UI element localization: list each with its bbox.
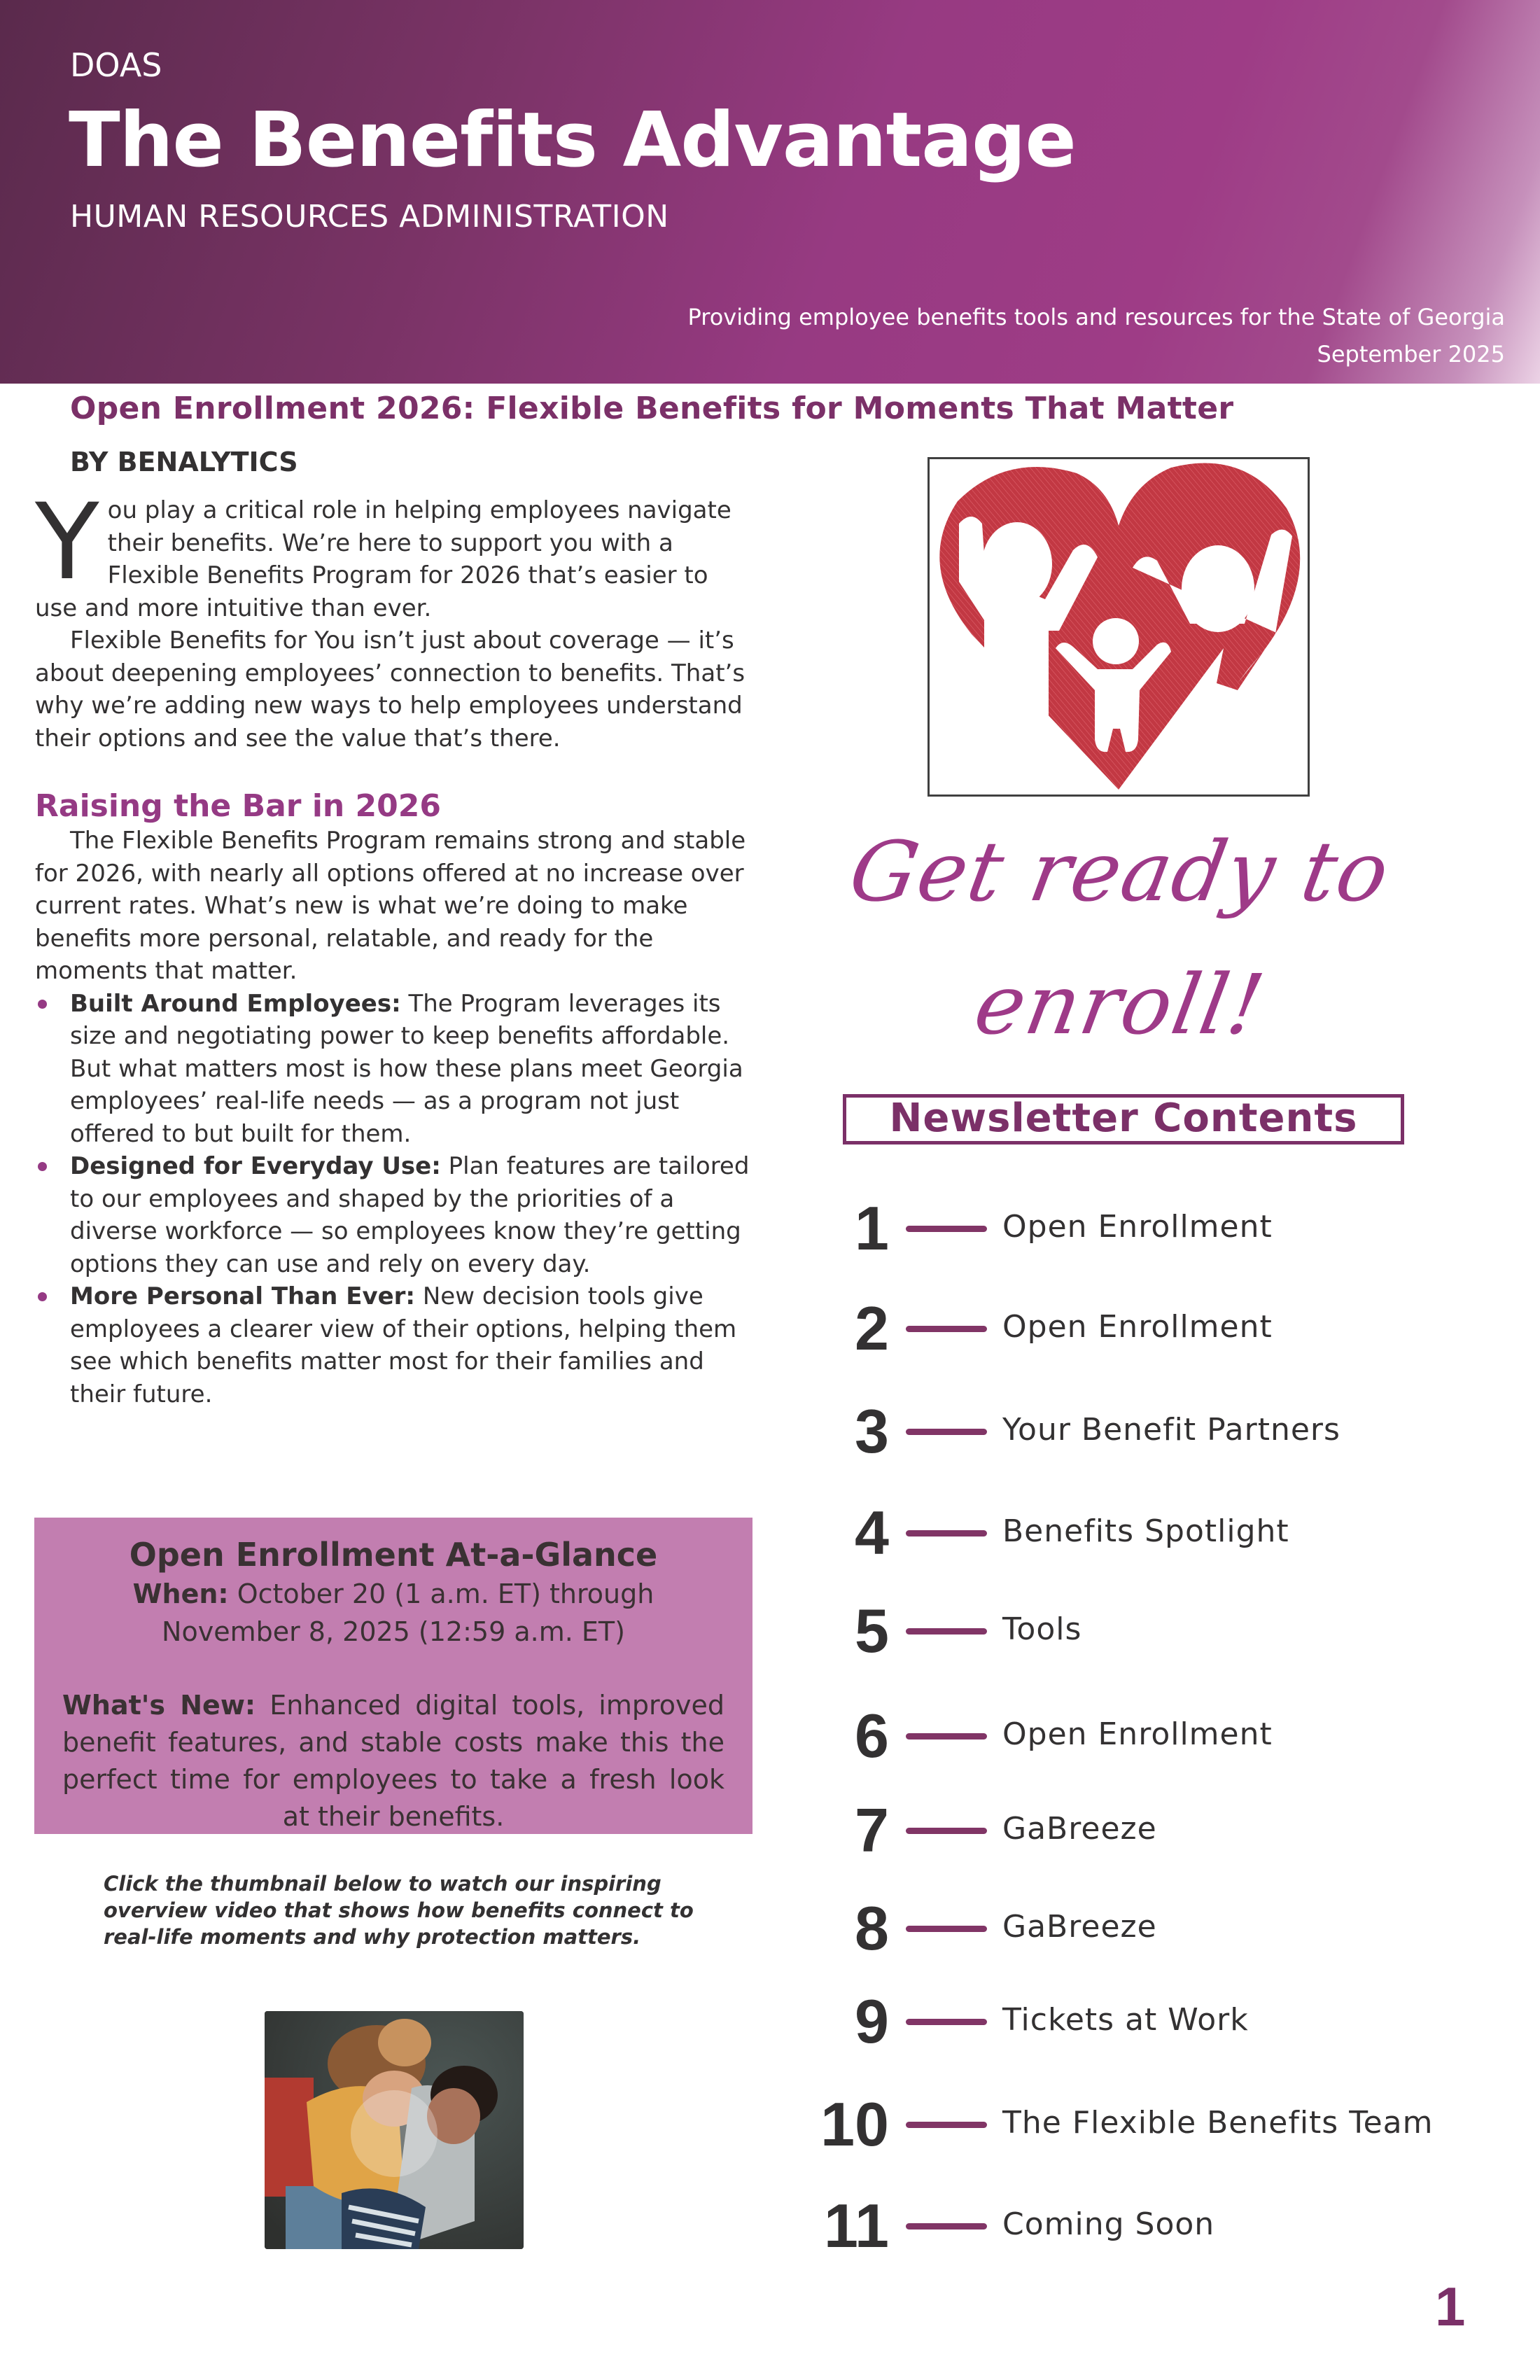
whats-new-label: What's New: bbox=[62, 1690, 256, 1721]
toc-rule bbox=[906, 1733, 987, 1740]
newsletter-title: The Benefits Advantage bbox=[69, 97, 1076, 184]
family-photo-icon bbox=[265, 2011, 524, 2249]
toc-page-number: 2 bbox=[855, 1294, 889, 1363]
toc-label[interactable]: Coming Soon bbox=[1002, 2206, 1215, 2242]
toc-label[interactable]: Your Benefit Partners bbox=[1002, 1412, 1340, 1448]
byline: BY BENALYTICS bbox=[70, 447, 298, 477]
bullet-dot-icon bbox=[38, 1292, 47, 1301]
glance-title: Open Enrollment At-a-Glance bbox=[129, 1536, 658, 1574]
org-name: DOAS bbox=[70, 46, 162, 84]
toc-page-number: 5 bbox=[855, 1596, 889, 1665]
bullet-item bbox=[35, 988, 756, 1151]
at-a-glance-box bbox=[34, 1518, 752, 1834]
heart-family-icon bbox=[930, 459, 1308, 794]
bullet-lead: More Personal Than Ever: bbox=[70, 1282, 416, 1310]
toc-label[interactable]: GaBreeze bbox=[1002, 1909, 1157, 1945]
paragraph: The Flexible Benefits Program remains strong and stable for 2026, with nearly all options offered at no increase over current rates. What’s new is what we’re doing to make benefits more personal, relatable, and ready for the moments that matter. bbox=[35, 827, 746, 985]
toc-rule bbox=[906, 1429, 987, 1435]
toc-item[interactable] bbox=[805, 2191, 1505, 2261]
toc-rule bbox=[906, 1828, 987, 1834]
toc-page-number: 10 bbox=[820, 2090, 889, 2159]
bullet-text: Plan features are tailored to our employees and shaped by the priorities of a diverse workforce — so employees know they’re getting options they can use and rely on every day. bbox=[70, 1152, 750, 1278]
toc-rule bbox=[906, 1628, 987, 1634]
toc-rule bbox=[906, 1326, 987, 1332]
toc-page-number: 6 bbox=[855, 1701, 889, 1770]
glance-whats-new bbox=[62, 1687, 724, 1835]
bullet-lead: Built Around Employees: bbox=[70, 989, 401, 1018]
bullet-dot-icon bbox=[38, 1000, 47, 1009]
toc-label[interactable]: The Flexible Benefits Team bbox=[1002, 2105, 1434, 2141]
intro-text: ou play a critical role in helping employees navigate their benefits. We’re here to support you with a Flexible Benefits Program for 2026 that’s easier to use and more intuitive than ever. bbox=[35, 496, 732, 622]
bullet-item bbox=[35, 1150, 756, 1280]
section-heading: Raising the Bar in 2026 bbox=[35, 788, 442, 824]
contents-heading: Newsletter Contents bbox=[889, 1096, 1358, 1141]
when-text: October 20 (1 a.m. ET) through November 8, 2025 (12:59 a.m. ET) bbox=[162, 1578, 654, 1647]
toc-page-number: 3 bbox=[855, 1396, 889, 1466]
toc-item[interactable] bbox=[805, 1294, 1505, 1364]
toc-rule bbox=[906, 2223, 987, 2230]
bullet-list bbox=[35, 988, 756, 1411]
toc-label[interactable]: Tools bbox=[1002, 1611, 1082, 1647]
callout-line-1: Get ready to bbox=[842, 823, 1398, 920]
video-thumbnail[interactable] bbox=[265, 2011, 524, 2249]
toc-item[interactable] bbox=[805, 1396, 1505, 1466]
toc-label[interactable]: GaBreeze bbox=[1002, 1811, 1157, 1847]
tagline: Providing employee benefits tools and resources for the State of Georgia bbox=[687, 304, 1505, 330]
issue-date: September 2025 bbox=[1317, 341, 1505, 368]
toc-label[interactable]: Tickets at Work bbox=[1002, 2002, 1249, 2038]
toc-rule bbox=[906, 2122, 987, 2128]
contents-heading-box bbox=[843, 1094, 1404, 1144]
article-body bbox=[35, 482, 756, 1410]
masthead bbox=[0, 0, 1540, 384]
bullet-text: The Program leverages its size and negotiating power to keep benefits affordable. But what matters most is how these plans meet Georgia employees’ real-life needs — as a program not just offered to but built for them. bbox=[70, 989, 743, 1148]
get-ready-callout bbox=[805, 805, 1435, 1071]
page-number: 1 bbox=[1435, 2276, 1466, 2337]
department-name: HUMAN RESOURCES ADMINISTRATION bbox=[70, 199, 669, 234]
toc-item[interactable] bbox=[805, 1194, 1505, 1264]
toc-label[interactable]: Open Enrollment bbox=[1002, 1309, 1273, 1345]
toc-rule bbox=[906, 1926, 987, 1932]
toc-item[interactable] bbox=[805, 1987, 1505, 2057]
toc-page-number: 11 bbox=[823, 2191, 889, 2260]
toc-item[interactable] bbox=[805, 1701, 1505, 1771]
article-title: Open Enrollment 2026: Flexible Benefits for Moments That Matter bbox=[70, 391, 1234, 426]
toc-label[interactable]: Open Enrollment bbox=[1002, 1209, 1273, 1245]
toc-label[interactable]: Benefits Spotlight bbox=[1002, 1513, 1289, 1549]
family-heart-illustration bbox=[927, 457, 1310, 797]
glance-when bbox=[62, 1575, 724, 1651]
toc-page-number: 4 bbox=[855, 1498, 889, 1567]
toc-item[interactable] bbox=[805, 1596, 1505, 1666]
play-button-icon bbox=[351, 2090, 438, 2177]
intro-paragraph bbox=[35, 482, 756, 624]
bullet-text: New decision tools give employees a clearer view of their options, helping them see which benefits matter most for their families and their future. bbox=[70, 1282, 737, 1408]
paragraph: Flexible Benefits for You isn’t just about coverage — it’s about deepening employees’ connection to benefits. That’s why we’re adding new ways to help employees understand their options and see the value that’s there. bbox=[35, 626, 746, 752]
bullet-lead: Designed for Everyday Use: bbox=[70, 1152, 441, 1180]
toc-item[interactable] bbox=[805, 2090, 1505, 2160]
toc-page-number: 1 bbox=[855, 1194, 889, 1263]
toc-item[interactable] bbox=[805, 1893, 1505, 1963]
whats-new-text: Enhanced digital tools, improved benefit features, and stable costs make this the perfect time for employees to take a fresh look at their benefits. bbox=[62, 1690, 724, 1832]
toc-page-number: 8 bbox=[855, 1893, 889, 1963]
toc-item[interactable] bbox=[805, 1795, 1505, 1865]
drop-cap: Y bbox=[35, 482, 99, 603]
toc-page-number: 7 bbox=[855, 1795, 889, 1865]
bullet-dot-icon bbox=[38, 1162, 47, 1171]
toc-rule bbox=[906, 1226, 987, 1232]
toc-rule bbox=[906, 2019, 987, 2025]
callout-line-2: enroll! bbox=[967, 956, 1273, 1053]
video-instructions: Click the thumbnail below to watch our inspiring overview video that shows how benefits connect to real-life moments and why protection matters. bbox=[104, 1872, 694, 1949]
toc-rule bbox=[906, 1530, 987, 1536]
toc-page-number: 9 bbox=[855, 1987, 889, 2056]
toc-item[interactable] bbox=[805, 1498, 1505, 1568]
bullet-item bbox=[35, 1280, 756, 1410]
toc-label[interactable]: Open Enrollment bbox=[1002, 1716, 1273, 1752]
when-label: When: bbox=[132, 1578, 229, 1609]
